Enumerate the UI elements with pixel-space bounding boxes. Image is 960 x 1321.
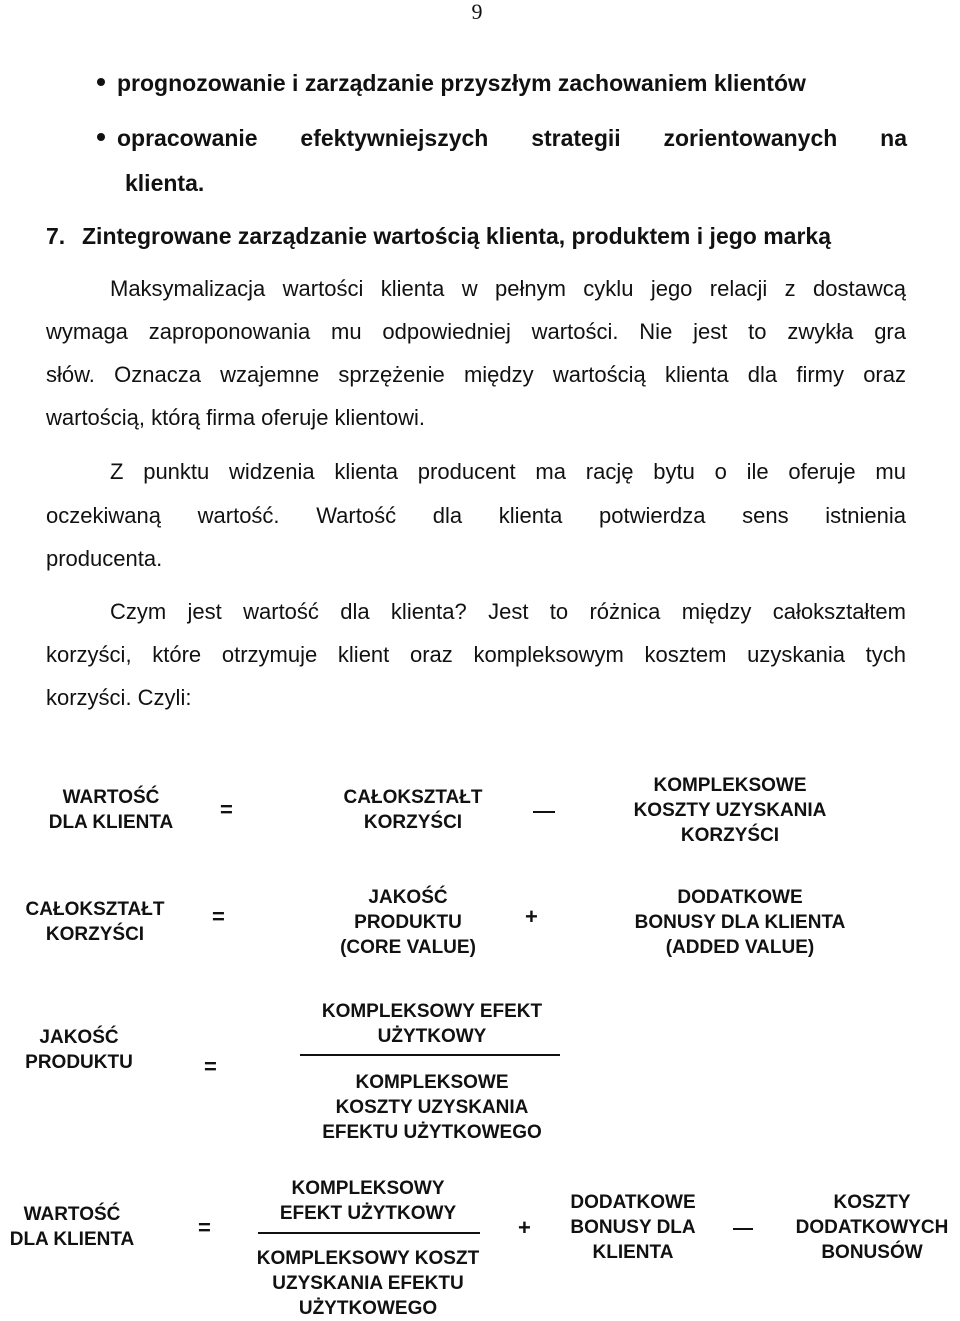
equals-sign: =: [212, 904, 225, 929]
formula-term: KOMPLEKSOWE KOSZTY UZYSKANIA KORZYŚCI: [633, 775, 827, 846]
formula-term: WARTOŚĆ DLA KLIENTA: [9, 1204, 135, 1250]
bullet-marker: [97, 78, 105, 86]
formula-term: JAKOŚĆ PRODUKTU: [25, 1027, 133, 1073]
fraction-denominator: KOMPLEKSOWE KOSZTY UZYSKANIA EFEKTU UŻYTKOWEGO: [322, 1072, 542, 1143]
section-title: Zintegrowane zarządzanie wartością klienta, produktem i jego marką: [82, 223, 831, 249]
formula-term: DODATKOWE BONUSY DLA KLIENTA (ADDED VALUE): [634, 887, 846, 958]
bullet-item: [117, 124, 907, 197]
formula-term: KOSZTY DODATKOWYCH BONUSÓW: [795, 1192, 949, 1263]
plus-sign: +: [518, 1215, 531, 1240]
formula-term: CAŁOKSZTAŁT KORZYŚCI: [25, 899, 165, 945]
bullet-item: [117, 69, 806, 97]
bullet-marker: [97, 133, 105, 141]
paragraph-line: wartością, którą firma oferuje klientowi.: [46, 405, 426, 430]
formula-term: DODATKOWE BONUSY DLA KLIENTA: [570, 1192, 696, 1263]
fraction-denominator: KOMPLEKSOWY KOSZT UZYSKANIA EFEKTU UŻYTKOWEGO: [256, 1248, 480, 1319]
paragraph-line: oczekiwaną wartość. Wartość dla klienta potwierdza sens istnienia: [46, 503, 906, 528]
paragraph-line: Czym jest wartość dla klienta? Jest to różnica między całokształtem: [110, 599, 906, 624]
formula-term: CAŁOKSZTAŁT KORZYŚCI: [343, 787, 483, 833]
fraction-numerator: KOMPLEKSOWY EFEKT UŻYTKOWY: [279, 1178, 457, 1224]
equals-sign: =: [204, 1054, 217, 1079]
formula-term: JAKOŚĆ PRODUKTU (CORE VALUE): [340, 887, 476, 958]
minus-sign: [533, 811, 555, 813]
paragraph-line: Maksymalizacja wartości klienta w pełnym cyklu jego relacji z dostawcą: [110, 276, 906, 301]
paragraph-line: korzyści. Czyli:: [46, 685, 192, 710]
fraction-bar: [300, 1054, 560, 1056]
paragraph-line: producenta.: [46, 546, 163, 571]
paragraph-line: słów. Oznacza wzajemne sprzężenie między wartością klienta dla firmy oraz: [46, 362, 906, 387]
equals-sign: =: [198, 1215, 211, 1240]
bullet-text: prognozowanie i zarządzanie przyszłym zachowaniem klientów: [117, 70, 806, 96]
fraction-numerator: KOMPLEKSOWY EFEKT UŻYTKOWY: [321, 1001, 543, 1047]
minus-sign: [733, 1228, 753, 1230]
paragraph-line: wymaga zaproponowania mu odpowiedniej wartości. Nie jest to zwykła gra: [46, 319, 906, 344]
section-number: 7.: [46, 223, 66, 249]
paragraph-line: Z punktu widzenia klienta producent ma rację bytu o ile oferuje mu: [110, 459, 906, 484]
plus-sign: +: [525, 904, 538, 929]
fraction-bar: [258, 1232, 480, 1234]
section-heading: [46, 222, 831, 250]
equals-sign: =: [220, 797, 233, 822]
paragraph-line: korzyści, które otrzymuje klient oraz kompleksowym kosztem uzyskania tych: [46, 642, 906, 667]
page-number: 9: [471, 0, 483, 24]
formula-term: WARTOŚĆ DLA KLIENTA: [48, 787, 174, 833]
bullet-text: klienta.: [125, 170, 205, 196]
bullet-text: opracowanie efektywniejszych strategii zorientowanych na: [117, 125, 907, 151]
